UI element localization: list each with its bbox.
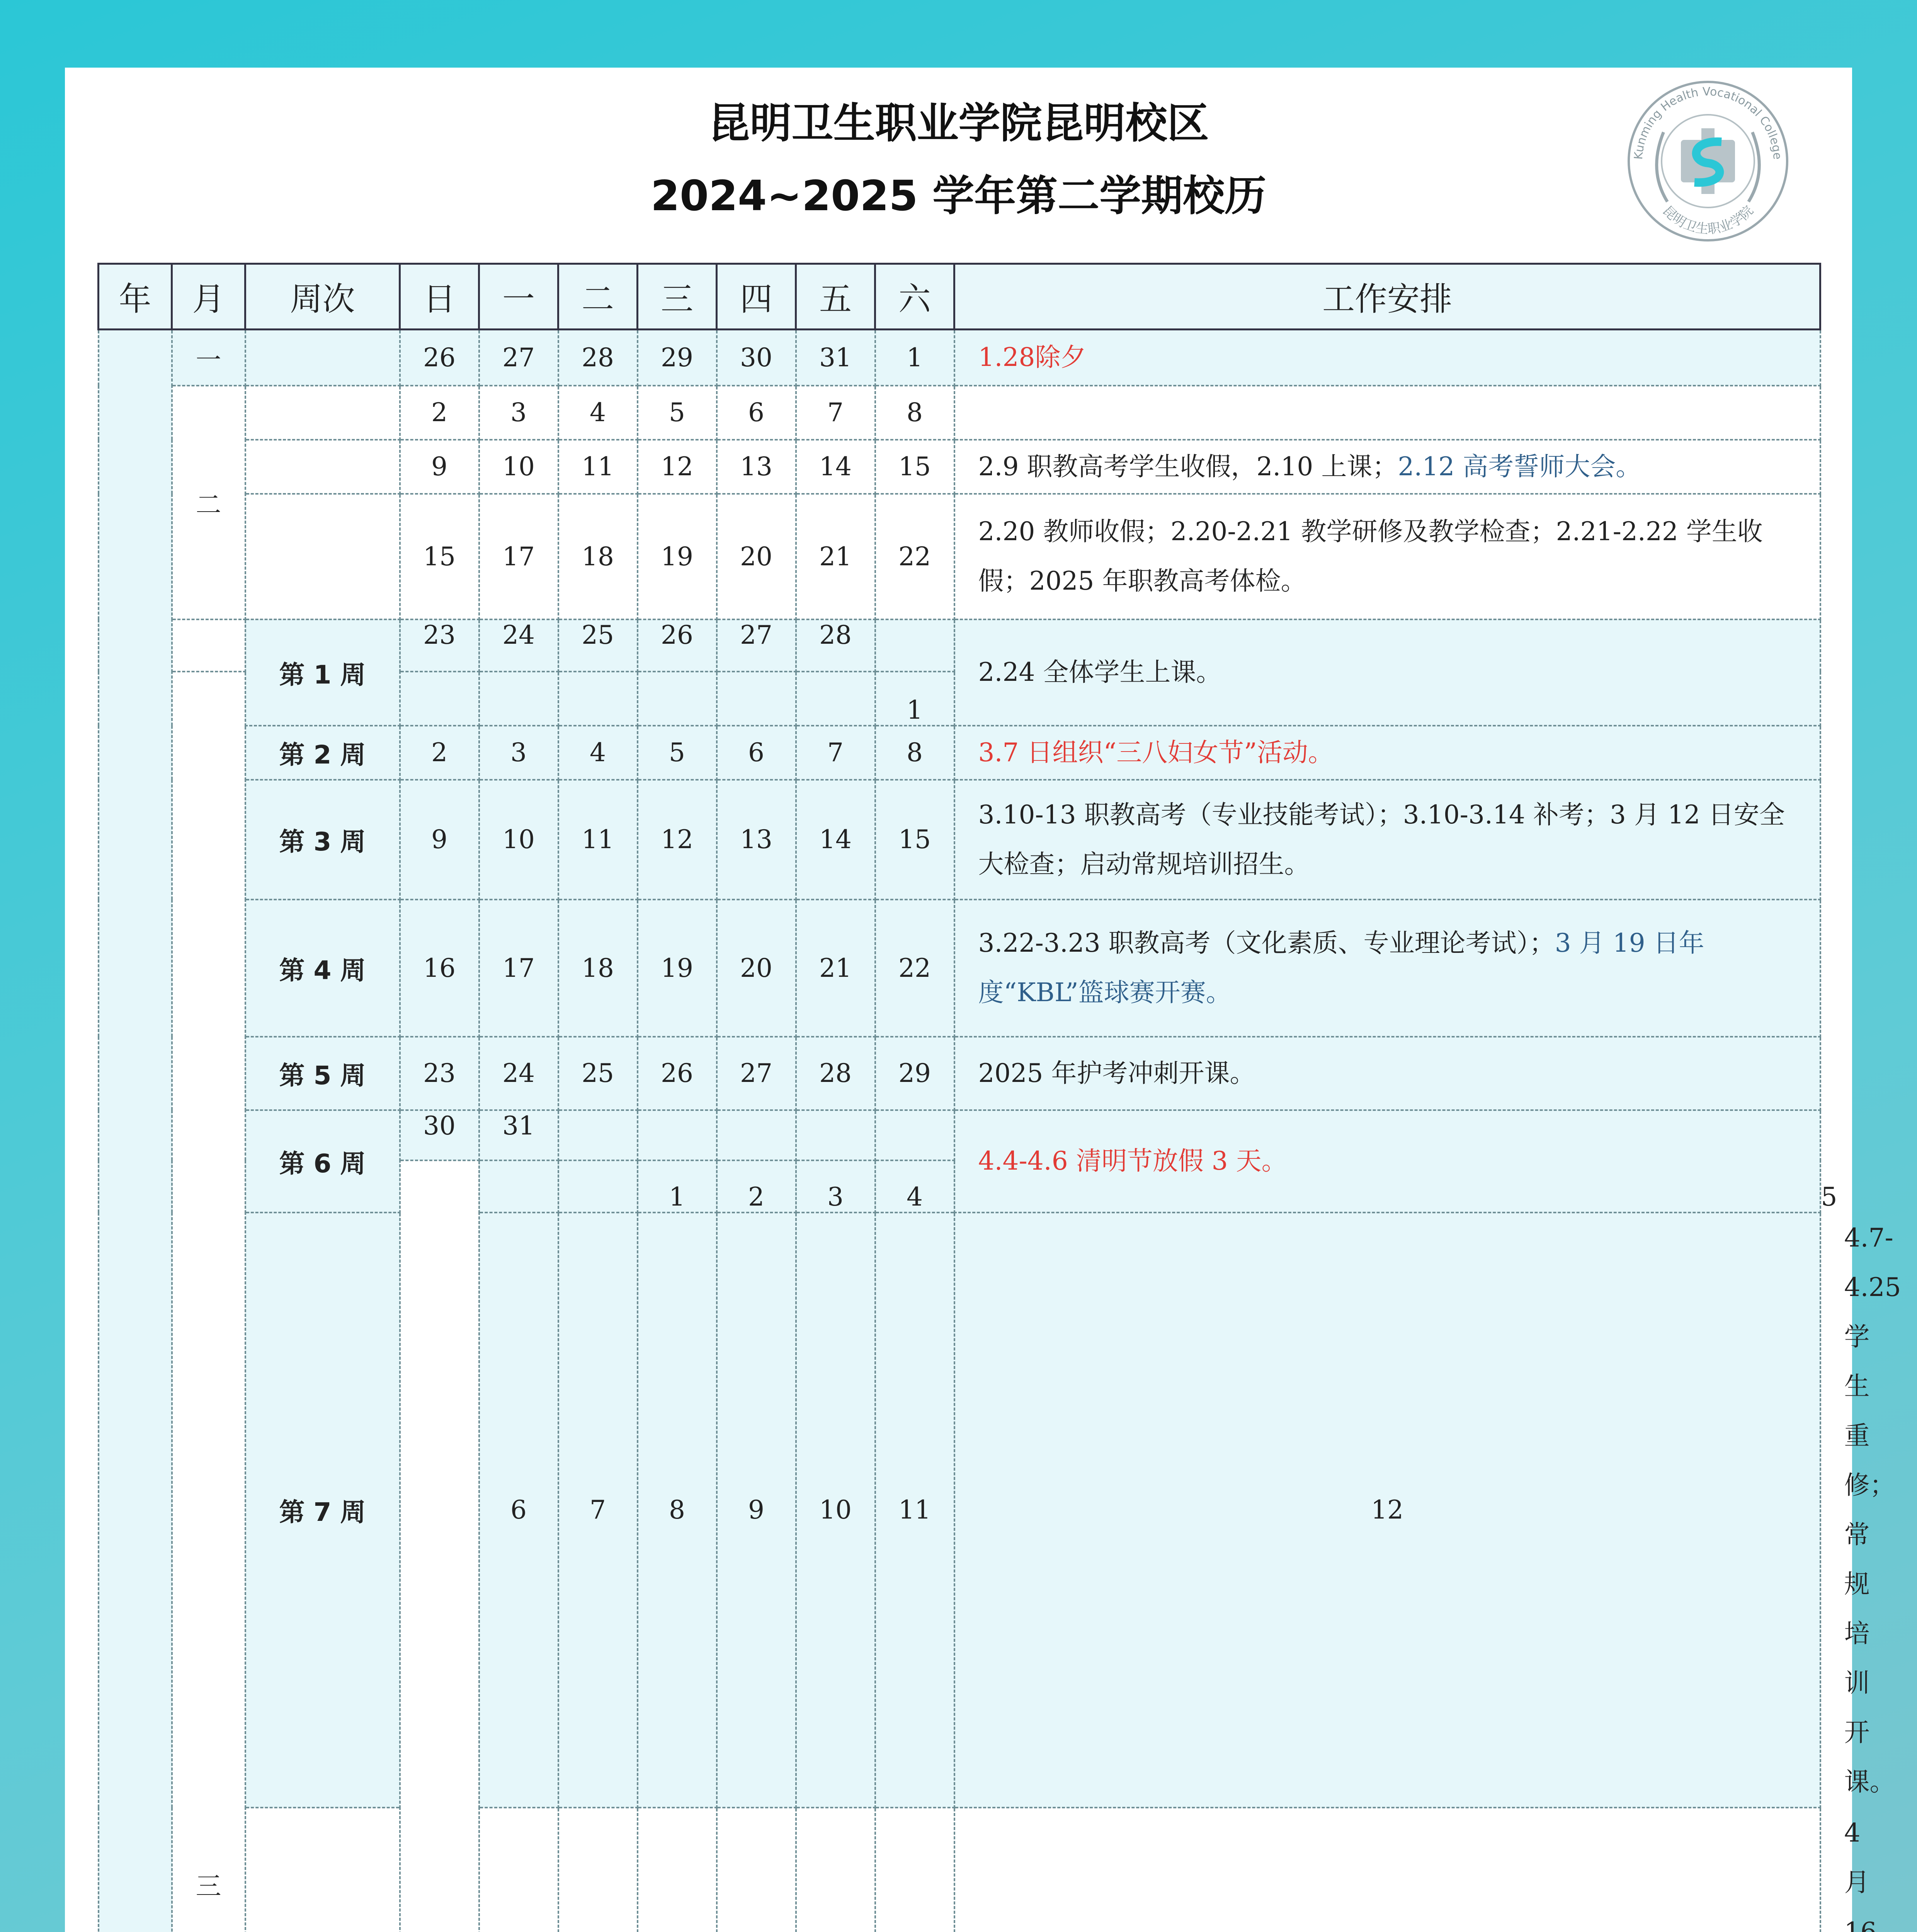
- table-row: [99, 1037, 1820, 1110]
- week-label: [245, 494, 400, 619]
- day-cell: 24: [479, 619, 558, 672]
- day-cell: 12: [638, 780, 717, 900]
- day-cell: 1: [638, 1160, 717, 1213]
- day-cell: 10: [479, 780, 558, 900]
- day-cell: 4: [558, 726, 638, 780]
- table-row: [99, 726, 1820, 780]
- day-cell: 19: [638, 900, 717, 1037]
- day-cell: 28: [796, 619, 875, 672]
- header-work-plan: 工作安排: [954, 264, 1820, 330]
- day-cell: 18: [558, 494, 638, 619]
- day-cell: 18: [558, 900, 638, 1037]
- day-cell: 13: [717, 780, 796, 900]
- day-cell: 23: [400, 1037, 479, 1110]
- header-mon: 一: [479, 264, 558, 330]
- work-note: 2.24 全体学生上课。: [954, 619, 1820, 726]
- day-cell: [479, 1808, 558, 1932]
- header-thu: 四: [717, 264, 796, 330]
- day-cell: 20: [717, 494, 796, 619]
- day-cell: [400, 672, 479, 726]
- page-title: 昆明卫生职业学院昆明校区: [708, 99, 1209, 148]
- day-cell: 13: [717, 440, 796, 494]
- day-cell: 11: [558, 440, 638, 494]
- day-cell: 20: [717, 900, 796, 1037]
- day-cell: 28: [796, 1037, 875, 1110]
- svg-text:昆明卫生职业学院: 昆明卫生职业学院: [1659, 202, 1757, 237]
- week-label: [245, 1808, 400, 1932]
- work-note: 1.28除夕: [954, 330, 1820, 386]
- day-cell: [558, 1110, 638, 1160]
- work-note: [954, 386, 1820, 440]
- work-note: [954, 900, 1820, 1037]
- day-cell: 11: [875, 1213, 954, 1808]
- day-cell: 1: [875, 330, 954, 386]
- day-cell: [558, 672, 638, 726]
- day-cell: 10: [479, 440, 558, 494]
- day-cell: [479, 1160, 558, 1213]
- day-cell: [638, 1808, 717, 1932]
- day-cell: [558, 1160, 638, 1213]
- day-cell: 7: [796, 726, 875, 780]
- day-cell: [638, 672, 717, 726]
- day-cell: 19: [638, 494, 717, 619]
- day-cell: 31: [479, 1110, 558, 1160]
- day-cell: 23: [400, 619, 479, 672]
- header-tue: 二: [558, 264, 638, 330]
- day-cell: [558, 1808, 638, 1932]
- day-cell: 6: [717, 726, 796, 780]
- work-note: 4.4-4.6 清明节放假 3 天。: [954, 1110, 1820, 1213]
- day-cell: 6: [479, 1213, 558, 1808]
- table-row: [99, 619, 1820, 672]
- day-cell: 5: [638, 726, 717, 780]
- table-row: [99, 330, 1820, 386]
- day-cell: 29: [638, 330, 717, 386]
- day-cell: 8: [875, 726, 954, 780]
- day-cell: 27: [717, 619, 796, 672]
- day-cell: 9: [717, 1213, 796, 1808]
- day-cell: 2: [400, 386, 479, 440]
- day-cell: 15: [875, 440, 954, 494]
- day-cell: [796, 672, 875, 726]
- year-label: [99, 330, 172, 1932]
- week-label: 第 4 周: [245, 900, 400, 1037]
- day-cell: 17: [479, 494, 558, 619]
- day-cell: [875, 1110, 954, 1160]
- day-cell: [796, 1110, 875, 1160]
- day-cell: [717, 672, 796, 726]
- day-cell: 4: [875, 1160, 954, 1213]
- day-cell: 30: [400, 1110, 479, 1160]
- month-label: 二: [172, 386, 245, 619]
- table-row: [99, 494, 1820, 619]
- day-cell: 14: [796, 440, 875, 494]
- day-cell: 30: [717, 330, 796, 386]
- day-cell: 17: [479, 900, 558, 1037]
- day-cell: 15: [875, 780, 954, 900]
- day-cell: 14: [796, 780, 875, 900]
- table-header-row: [99, 264, 1820, 330]
- day-cell: 7: [796, 386, 875, 440]
- day-cell: 22: [875, 900, 954, 1037]
- month-label: [400, 1160, 479, 1932]
- work-note-part: 3 月 19 日年度“KBL”篮球赛开赛。: [978, 928, 1704, 1007]
- day-cell: 2: [400, 726, 479, 780]
- header-fri: 五: [796, 264, 875, 330]
- header-year: 年: [99, 264, 172, 330]
- work-note-part: 2.12 高考誓师大会。: [1398, 451, 1641, 481]
- header-wed: 三: [638, 264, 717, 330]
- day-cell: [875, 619, 954, 672]
- college-logo: [1606, 74, 1810, 248]
- day-cell: 12: [954, 1213, 1820, 1808]
- day-cell: [954, 1808, 1820, 1932]
- day-cell: [638, 1110, 717, 1160]
- day-cell: [717, 1110, 796, 1160]
- header-month: 月: [172, 264, 245, 330]
- week-label: 第 5 周: [245, 1037, 400, 1110]
- day-cell: 7: [558, 1213, 638, 1808]
- day-cell: 28: [558, 330, 638, 386]
- day-cell: 22: [875, 494, 954, 619]
- header-sat: 六: [875, 264, 954, 330]
- day-cell: 4: [558, 386, 638, 440]
- work-note: 2025 年护考冲刺开课。: [954, 1037, 1820, 1110]
- day-cell: 2: [717, 1160, 796, 1213]
- day-cell: 21: [796, 900, 875, 1037]
- day-cell: 31: [796, 330, 875, 386]
- week-label: 第 6 周: [245, 1110, 400, 1213]
- day-cell: 8: [638, 1213, 717, 1808]
- day-cell: 12: [638, 440, 717, 494]
- week-label: [245, 386, 400, 440]
- week-label: [245, 440, 400, 494]
- calendar-table: [97, 263, 1821, 1932]
- table-row: [99, 780, 1820, 900]
- work-note: 3.10-13 职教高考（专业技能考试）；3.10-3.14 补考；3 月 12 日安全大检查；启动常规培训招生。: [954, 780, 1820, 900]
- week-label: 第 3 周: [245, 780, 400, 900]
- day-cell: 16: [400, 900, 479, 1037]
- week-label: 第 7 周: [245, 1213, 400, 1808]
- day-cell: 27: [479, 330, 558, 386]
- day-cell: 15: [400, 494, 479, 619]
- day-cell: 21: [796, 494, 875, 619]
- day-cell: 3: [479, 386, 558, 440]
- work-note: 2.20 教师收假；2.20-2.21 教学研修及教学检查；2.21-2.22 学生收假；2025 年职教高考体检。: [954, 494, 1820, 619]
- header-sun: 日: [400, 264, 479, 330]
- day-cell: [796, 1808, 875, 1932]
- week-label: 第 2 周: [245, 726, 400, 780]
- day-cell: 26: [638, 619, 717, 672]
- day-cell: 3: [479, 726, 558, 780]
- table-row: [99, 386, 1820, 440]
- day-cell: 10: [796, 1213, 875, 1808]
- day-cell: [875, 1808, 954, 1932]
- day-cell: 8: [875, 386, 954, 440]
- day-cell: 9: [400, 780, 479, 900]
- day-cell: [717, 1808, 796, 1932]
- day-cell: 5: [638, 386, 717, 440]
- work-note: 3.7 日组织“三八妇女节”活动。: [954, 726, 1820, 780]
- page-subtitle: 2024~2025 学年第二学期校历: [650, 172, 1267, 220]
- work-note: [954, 440, 1820, 494]
- table-row: [99, 1808, 1820, 1932]
- day-cell: 9: [400, 440, 479, 494]
- table-row: [99, 1213, 1820, 1808]
- work-note-part: 3.22-3.23 职教高考（文化素质、专业理论考试）；: [978, 928, 1555, 958]
- day-cell: 24: [479, 1037, 558, 1110]
- day-cell: 25: [558, 1037, 638, 1110]
- week-label: [245, 330, 400, 386]
- month-label: [172, 619, 245, 672]
- week-label: 第 1 周: [245, 619, 400, 726]
- day-cell: 29: [875, 1037, 954, 1110]
- day-cell: 26: [400, 330, 479, 386]
- month-label: 三: [172, 672, 245, 1932]
- day-cell: 3: [796, 1160, 875, 1213]
- day-cell: 26: [638, 1037, 717, 1110]
- day-cell: 6: [717, 386, 796, 440]
- header-week: 周次: [245, 264, 400, 330]
- day-cell: 27: [717, 1037, 796, 1110]
- day-cell: 1: [875, 672, 954, 726]
- day-cell: [479, 672, 558, 726]
- day-cell: 25: [558, 619, 638, 672]
- month-label: 一: [172, 330, 245, 386]
- table-row: [99, 1110, 1820, 1160]
- svg-text:Kunming Health Vocational Coll: Kunming Health Vocational College: [1631, 85, 1784, 160]
- day-cell: 11: [558, 780, 638, 900]
- table-row: [99, 900, 1820, 1037]
- table-row: [99, 440, 1820, 494]
- work-note-part: 2.9 职教高考学生收假，2.10 上课；: [978, 451, 1398, 481]
